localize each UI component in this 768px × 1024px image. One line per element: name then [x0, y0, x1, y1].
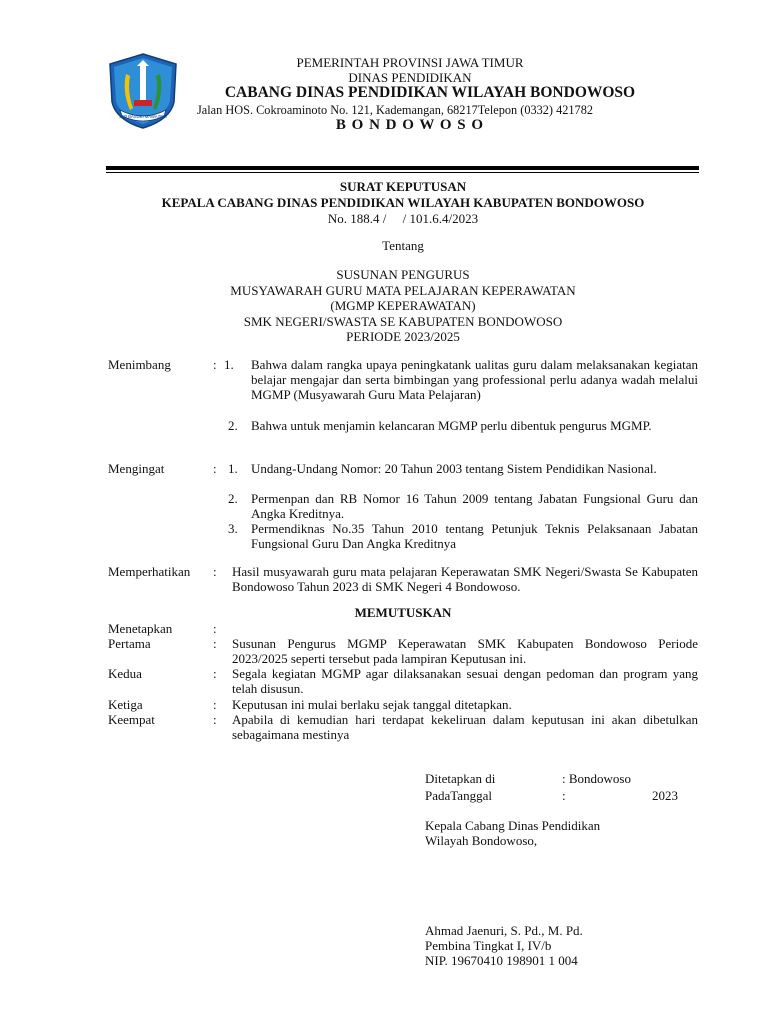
item-text: Permenpan dan RB Nomor 16 Tahun 2009 tentang Jabatan Fungsional Guru dan Angka Kreditnya. [251, 491, 698, 521]
date-colon: : [562, 788, 566, 803]
colon: : [213, 712, 217, 727]
letterhead-rule-thick [106, 166, 699, 170]
section-label: Menimbang [108, 357, 171, 372]
signer-name: Ahmad Jaenuri, S. Pd., M. Pd. [425, 923, 583, 938]
colon: : [213, 461, 217, 476]
decision-text: Susunan Pengurus MGMP Keperawatan SMK Kabupaten Bondowoso Periode 2023/2025 seperti tersebut pada lampiran Keputusan ini. [232, 636, 698, 666]
item-text: Permendiknas No.35 Tahun 2010 tentang Petunjuk Teknis Pelaksanaan Jabatan Fungsional Guru Dan Angka Kreditnya [251, 521, 698, 551]
item-number: 2. [228, 418, 238, 433]
decision-label: Kedua [108, 666, 142, 681]
subject-line: SUSUNAN PENGURUS [336, 267, 470, 282]
doc-number: No. 188.4 / / 101.6.4/2023 [327, 211, 479, 226]
colon: : [213, 666, 217, 681]
item-number: 2. [228, 491, 238, 506]
item-number: 3. [228, 521, 238, 536]
item-number: 1. [228, 461, 238, 476]
provincial-logo [106, 52, 180, 130]
memutuskan-heading: MEMUTUSKAN [354, 605, 452, 620]
decision-text: Keputusan ini mulai berlaku sejak tanggal ditetapkan. [232, 697, 512, 712]
signer-position: Wilayah Bondowoso, [425, 833, 538, 848]
decision-label: Keempat [108, 712, 155, 727]
section-label: Mengingat [108, 461, 165, 476]
decision-label: Menetapkan [108, 621, 173, 636]
signer-nip: NIP. 19670410 198901 1 004 [425, 953, 578, 968]
colon: : [213, 697, 217, 712]
subject-line: MUSYAWARAH GURU MATA PELAJARAN KEPERAWATAN [230, 283, 576, 298]
letterhead-rule-thin [106, 172, 699, 173]
signer-position: Kepala Cabang Dinas Pendidikan [425, 818, 601, 833]
tentang: Tentang [382, 238, 424, 253]
item-text: Bahwa untuk menjamin kelancaran MGMP perlu dibentuk pengurus MGMP. [251, 418, 652, 433]
colon: : [213, 564, 217, 579]
date-year: 2023 [652, 788, 678, 803]
section-label: Memperhatikan [108, 564, 191, 579]
colon: : [213, 636, 217, 651]
signer-rank: Pembina Tingkat I, IV/b [425, 938, 552, 953]
item-number: 1. [224, 357, 234, 372]
section-text: Hasil musyawarah guru mata pelajaran Keperawatan SMK Negeri/Swasta Se Kabupaten Bondowoso Tahun 2023 di SMK Negeri 4 Bondowoso. [232, 564, 698, 594]
decision-text: Segala kegiatan MGMP agar dilaksanakan sesuai dengan pedoman dan program yang telah disusun. [232, 666, 698, 696]
header-line-1: PEMERINTAH PROVINSI JAWA TIMUR [296, 55, 524, 70]
place-value: : Bondowoso [562, 771, 631, 786]
header-address: Jalan HOS. Cokroaminoto No. 121, Kademangan, 68217Telepon (0332) 421782 [197, 103, 593, 117]
doc-type: SURAT KEPUTUSAN [339, 179, 467, 194]
decision-label: Ketiga [108, 697, 143, 712]
item-text: Bahwa dalam rangka upaya peningkatank ualitas guru dalam melaksanakan kegiatan belajar mengajar dan serta bimbingan yang professional perlu adanya wadah melalui MGMP (Musyawarah Guru Mata Pelajaran) [251, 357, 698, 402]
header-line-3: CABANG DINAS PENDIDIKAN WILAYAH BONDOWOSO [224, 84, 636, 101]
item-text: Undang-Undang Nomor: 20 Tahun 2003 tentang Sistem Pendidikan Nasional. [251, 461, 657, 476]
place-label: Ditetapkan di [425, 771, 496, 786]
subject-line: PERIODE 2023/2025 [346, 329, 460, 344]
subject-line: (MGMP KEPERAWATAN) [330, 298, 476, 313]
colon: : [213, 357, 217, 372]
decision-label: Pertama [108, 636, 151, 651]
colon: : [213, 621, 217, 636]
date-label: PadaTanggal [425, 788, 492, 803]
header-line-2: DINAS PENDIDIKAN [348, 70, 472, 85]
logo-motto: JER BASUKI MAWA BEA [119, 114, 167, 119]
header-city: B O N D O W O S O [335, 117, 485, 133]
subject-line: SMK NEGERI/SWASTA SE KABUPATEN BONDOWOSO [243, 314, 563, 329]
doc-issuer: KEPALA CABANG DINAS PENDIDIKAN WILAYAH KABUPATEN BONDOWOSO [161, 195, 645, 210]
decision-text: Apabila di kemudian hari terdapat kekeliruan dalam keputusan ini akan dibetulkan sebagaimana mestinya [232, 712, 698, 742]
